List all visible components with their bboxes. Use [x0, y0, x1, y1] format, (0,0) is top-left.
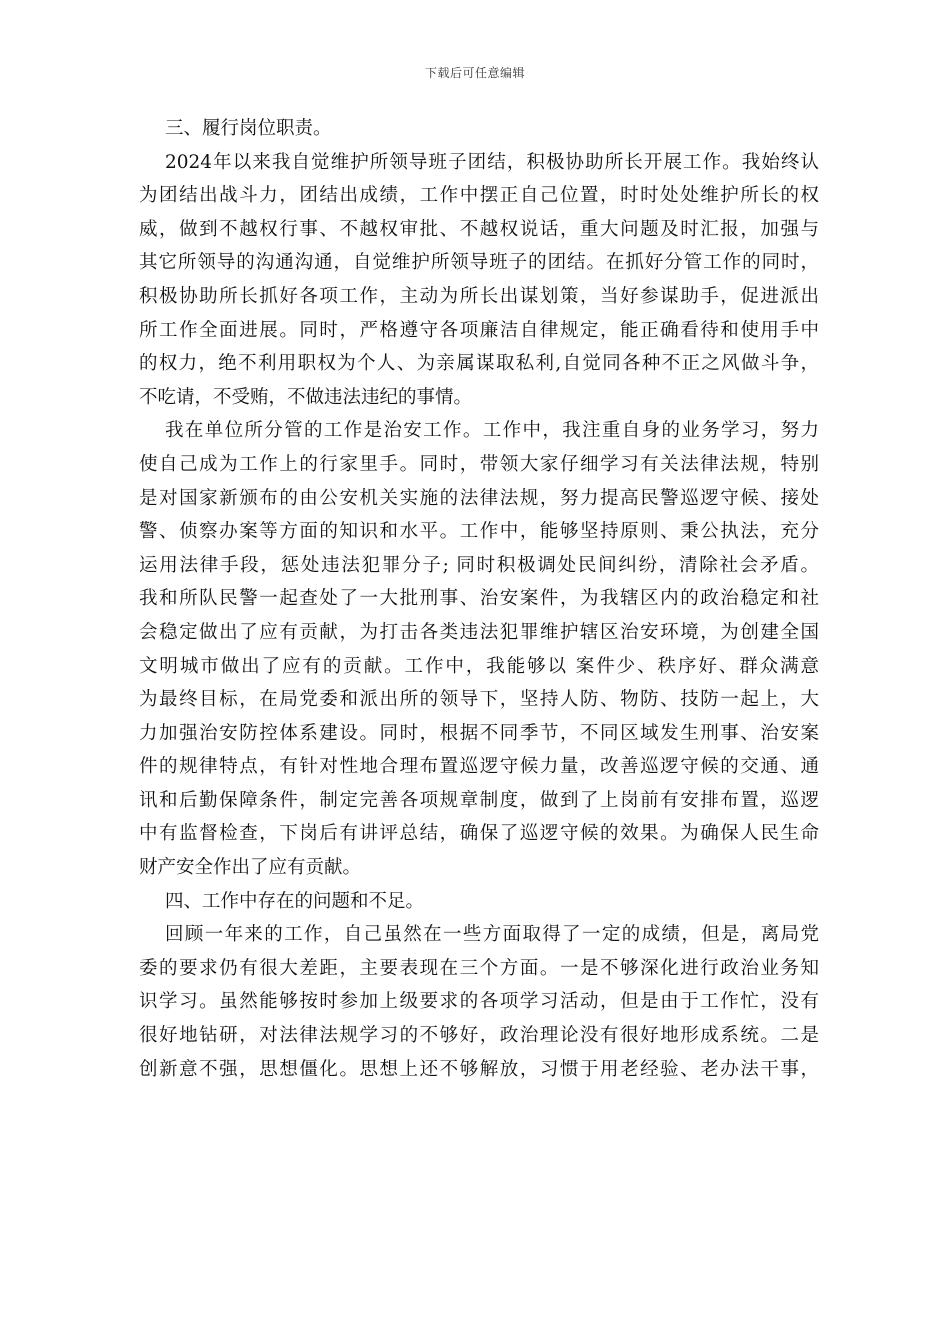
text-line: 为团结出战斗力，团结出成绩，工作中摆正自己位置，时时处处维护所长的权 — [139, 185, 819, 207]
text-line: 财产安全作出了应有贡献。 — [139, 857, 362, 879]
text-line: 讯和后勤保障条件，制定完善各项规章制度，做到了上岗前有安排布置，巡逻 — [139, 789, 819, 811]
text-line: 为最终目标，在局党委和派出所的领导下，坚持人防、物防、技防一起上，大 — [139, 689, 819, 711]
text-line: 文明城市做出了应有的贡献。工作中，我能够以 案件少、秩序好、群众满意 — [139, 655, 819, 677]
text-line: 我在单位所分管的工作是治安工作。工作中，我注重自身的业务学习，努力 — [165, 420, 819, 442]
text-line: 2024年以来我自觉维护所领导班子团结，积极协助所长开展工作。我始终认 — [165, 151, 819, 173]
text-line: 的权力，绝不利用职权为个人、为亲属谋取私利,自觉同各种不正之风做斗争， — [139, 353, 819, 375]
text-line: 运用法律手段，惩处违法犯罪分子; 同时积极调处民间纠纷，清除社会矛盾。 — [139, 554, 819, 576]
text-line: 三、履行岗位职责。 — [165, 118, 332, 139]
text-line: 中有监督检查，下岗后有讲评总结，确保了巡逻守候的效果。为确保人民生命 — [139, 823, 819, 845]
text-line: 四、工作中存在的问题和不足。 — [165, 890, 425, 912]
text-line: 力加强治安防控体系建设。同时，根据不同季节，不同区域发生刑事、治安案 — [139, 722, 819, 744]
text-line: 警、侦察办案等方面的知识和水平。工作中，能够坚持原则、秉公执法，充分 — [139, 521, 819, 543]
text-line: 是对国家新颁布的由公安机关实施的法律法规，努力提高民警巡逻守候、接处 — [139, 487, 819, 509]
text-line: 威，做到不越权行事、不越权审批、不越权说话，重大问题及时汇报，加强与 — [139, 218, 819, 240]
text-line: 其它所领导的沟通沟通，自觉维护所领导班子的团结。在抓好分管工作的同时， — [139, 252, 819, 274]
text-line: 不吃请，不受贿，不做违法违纪的事情。 — [139, 386, 473, 408]
text-line: 我和所队民警一起查处了一大批刑事、治安案件，为我辖区内的政治稳定和社 — [139, 588, 819, 610]
text-line: 委的要求仍有很大差距，主要表现在三个方面。一是不够深化进行政治业务知 — [139, 957, 819, 979]
text-line: 件的规律特点，有针对性地合理布置巡逻守候力量，改善巡逻守候的交通、通 — [139, 756, 819, 778]
text-line: 所工作全面进展。同时，严格遵守各项廉洁自律规定，能正确看待和使用手中 — [139, 319, 819, 341]
text-line: 回顾一年来的工作，自己虽然在一些方面取得了一定的成绩，但是，离局党 — [165, 924, 819, 946]
text-line: 会稳定做出了应有贡献，为打击各类违法犯罪维护辖区治安环境，为创建全国 — [139, 621, 819, 643]
document-body — [139, 112, 819, 1086]
text-line: 创新意不强，思想僵化。思想上还不够解放，习惯于用老经验、老办法干事， — [139, 1058, 819, 1080]
text-line: 积极协助所长抓好各项工作，主动为所长出谋划策，当好参谋助手，促进派出 — [139, 285, 819, 307]
text-line: 使自己成为工作上的行家里手。同时，带领大家仔细学习有关法律法规，特别 — [139, 453, 819, 475]
header-note: 下载后可任意编辑 — [424, 66, 525, 80]
text-line: 很好地钻研，对法律法规学习的不够好，政治理论没有很好地形成系统。二是 — [139, 1025, 819, 1047]
text-line: 识学习。虽然能够按时参加上级要求的各项学习活动，但是由于工作忙，没有 — [139, 991, 819, 1013]
